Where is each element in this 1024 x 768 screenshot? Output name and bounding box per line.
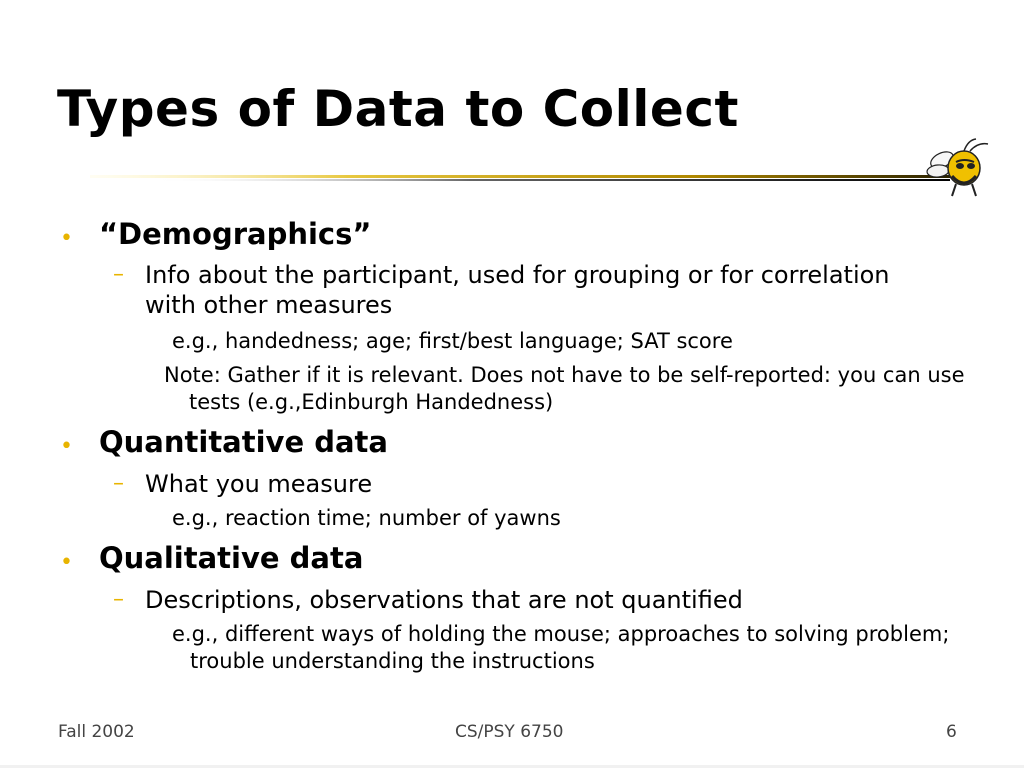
dash-icon: – xyxy=(113,262,124,287)
yellow-jacket-mascot-icon xyxy=(922,138,992,200)
bullet-dot-icon: • xyxy=(60,226,73,251)
slide-title: Types of Data to Collect xyxy=(57,80,739,138)
section-heading-quantitative: Quantitative data xyxy=(99,425,388,459)
section-sub-demographics: Info about the participant, used for grouping or for correlation with other measures xyxy=(145,261,890,319)
section-sub-quantitative: What you measure xyxy=(145,470,373,498)
bullet-dot-icon: • xyxy=(60,434,73,459)
detail-demographics-example: e.g., handedness; age; first/best language; SAT score xyxy=(172,329,733,353)
dash-icon: – xyxy=(113,587,124,612)
bullet-dot-icon: • xyxy=(60,550,73,575)
section-heading-demographics: “Demographics” xyxy=(99,217,372,251)
detail-quantitative-example: e.g., reaction time; number of yawns xyxy=(172,506,561,530)
title-underline-rule xyxy=(90,172,950,184)
dash-icon: – xyxy=(113,471,124,496)
footer-page-number: 6 xyxy=(946,722,957,742)
detail-qualitative-example: e.g., different ways of holding the mouse; approaches to solving problem; trouble understanding the instructions xyxy=(172,622,950,673)
section-sub-qualitative: Descriptions, observations that are not quantified xyxy=(145,586,743,614)
detail-demographics-note: Note: Gather if it is relevant. Does not have to be self-reported: you can use tests (e.g.,Edinburgh Handedness) xyxy=(164,363,965,414)
section-heading-qualitative: Qualitative data xyxy=(99,541,364,575)
footer-date: Fall 2002 xyxy=(58,722,135,742)
footer-course: CS/PSY 6750 xyxy=(455,722,564,742)
